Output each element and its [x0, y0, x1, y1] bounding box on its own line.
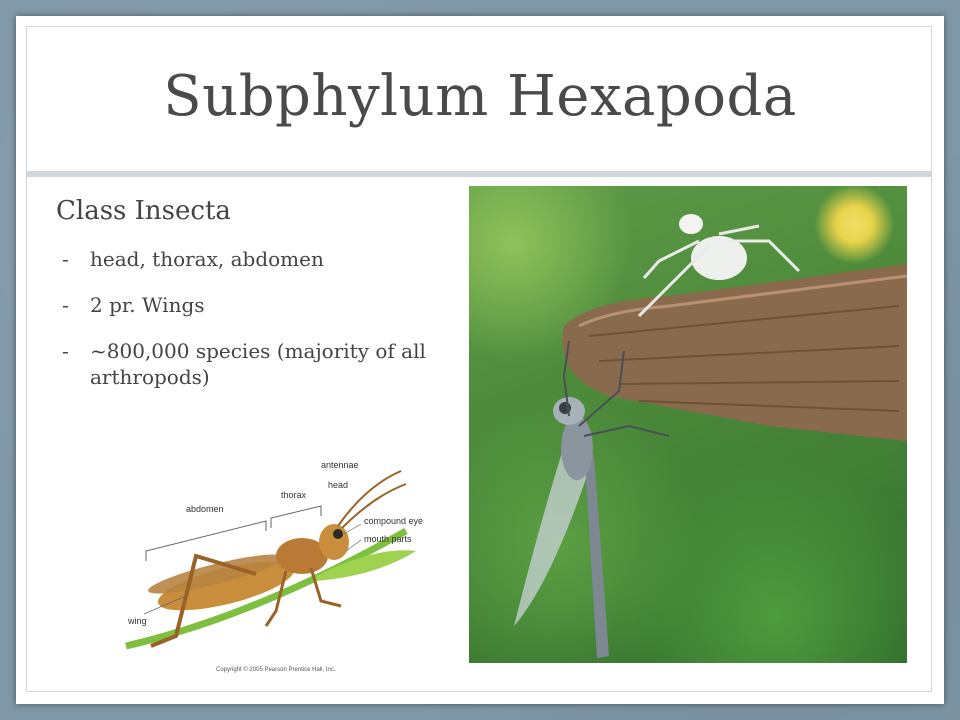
dragonfly-abdomen — [584, 446, 609, 658]
abdomen-bracket — [146, 521, 266, 561]
label-antennae: antennae — [321, 460, 359, 470]
bullet-text: head, thorax, abdomen — [90, 247, 324, 271]
label-head: head — [328, 480, 349, 490]
label-wing: wing — [128, 616, 147, 626]
bullet-item — [56, 246, 466, 272]
dragonfly-photo — [469, 186, 907, 663]
bullet-text: 2 pr. Wings — [90, 293, 205, 317]
content-area — [56, 196, 466, 410]
grasshopper-head — [319, 524, 349, 560]
bullet-text: ~800,000 species (majority of all arthropods) — [90, 339, 426, 389]
bullet-marker: - — [62, 247, 69, 271]
eye-leader — [344, 524, 361, 534]
bullet-marker: - — [62, 339, 69, 363]
exuvia-head — [679, 214, 703, 234]
bullet-item — [56, 292, 466, 318]
photo-illustration — [469, 186, 907, 663]
bullet-item — [56, 338, 466, 390]
wooden-plank — [562, 264, 907, 441]
thorax-bracket — [271, 506, 321, 528]
label-compound-eye: compound eye — [364, 516, 424, 526]
compound-eye-mark — [333, 529, 343, 539]
exuvia-body — [691, 236, 747, 280]
label-mouth-parts: mouth parts — [364, 534, 412, 544]
label-abdomen: abdomen — [186, 504, 224, 514]
copyright-text: Copyright © 2005 Pearson Prentice Hall, Inc. — [216, 667, 336, 673]
bullet-list — [56, 246, 466, 390]
class-heading: Class Insecta — [56, 196, 231, 226]
grasshopper-diagram — [106, 446, 426, 676]
bullet-marker: - — [62, 293, 69, 317]
slide — [16, 16, 944, 704]
slide-title: Subphylum Hexapoda — [163, 64, 797, 129]
dragonfly-thorax — [561, 416, 593, 480]
label-thorax: thorax — [281, 490, 307, 500]
